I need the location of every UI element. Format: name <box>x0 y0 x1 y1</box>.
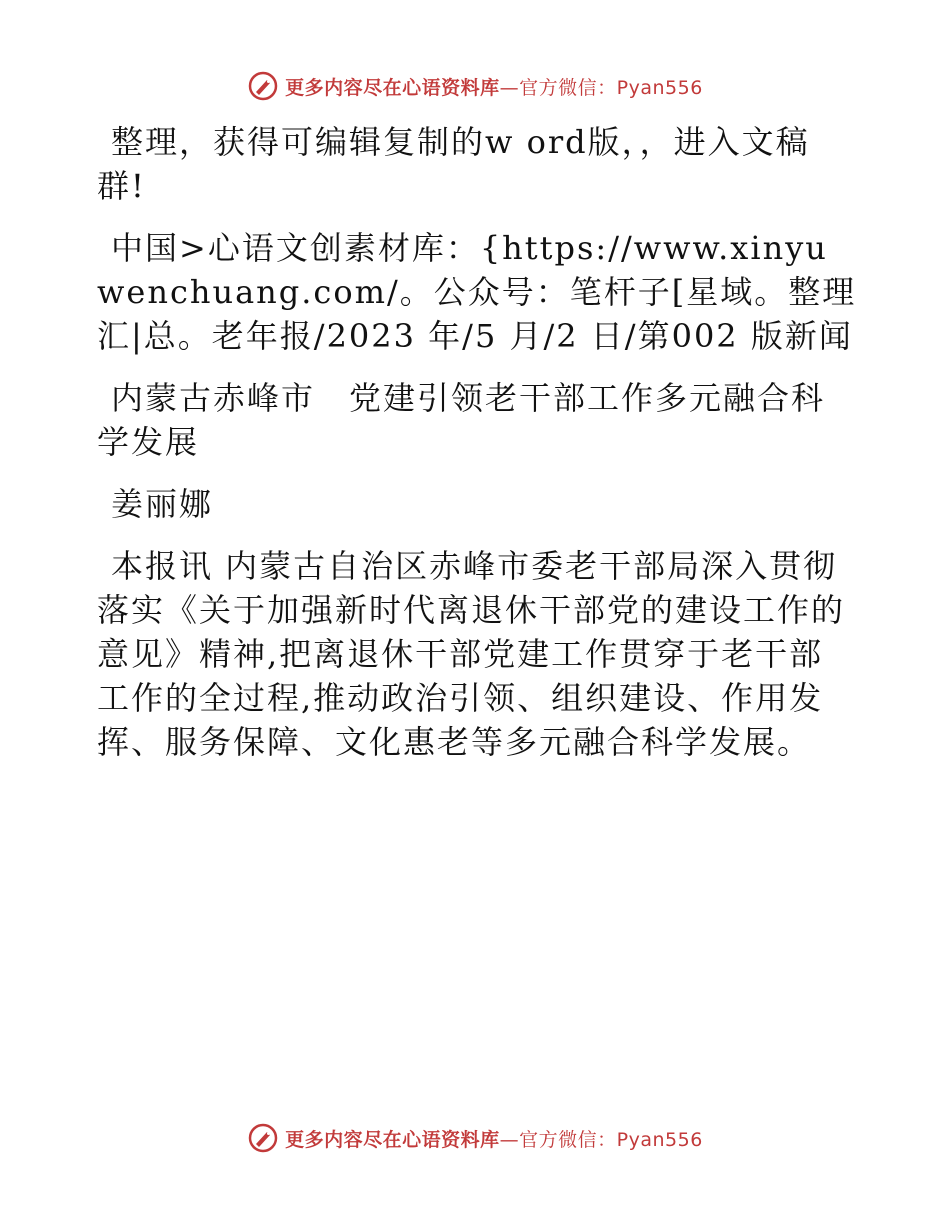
watermark-text <box>285 73 703 100</box>
pen-nib-logo-icon <box>247 1122 279 1154</box>
footer-watermark <box>0 1122 950 1154</box>
watermark-brand: 更多内容尽在心语资料库 <box>285 1128 500 1151</box>
pen-nib-logo-icon <box>247 70 279 102</box>
document-body <box>97 120 857 782</box>
watermark-contact: 官方微信：Pyan556 <box>519 1128 703 1151</box>
article-author: 姜丽娜 <box>111 485 214 523</box>
watermark-text <box>285 1125 703 1152</box>
intro-paragraph: 整理，获得可编辑复制的w ord版，，进入文稿群! <box>97 123 810 205</box>
watermark-separator: — <box>499 76 520 99</box>
watermark-separator: — <box>499 1128 520 1151</box>
article-title: 内蒙古赤峰市 党建引领老干部工作多元融合科学发展 <box>97 379 826 461</box>
article-body: 本报讯 内蒙古自治区赤峰市委老干部局深入贯彻落实《关于加强新时代离退休干部党的建设工作的意见》精神,把离退休干部党建工作贯穿于老干部工作的全过程,推动政治引领、组织建设、作用发挥、服务保障、文化惠老等多元融合科学发展。 <box>97 547 846 761</box>
watermark-contact: 官方微信：Pyan556 <box>519 76 703 99</box>
header-watermark <box>0 70 950 102</box>
source-paragraph: 中国>心语文创素材库：{https://www.xinyuwenchuang.com/。公众号：笔杆子[星域。整理汇|总。老年报/2023 年/5 月/2 日/第002 版新闻 <box>97 229 857 355</box>
watermark-brand: 更多内容尽在心语资料库 <box>285 76 500 99</box>
